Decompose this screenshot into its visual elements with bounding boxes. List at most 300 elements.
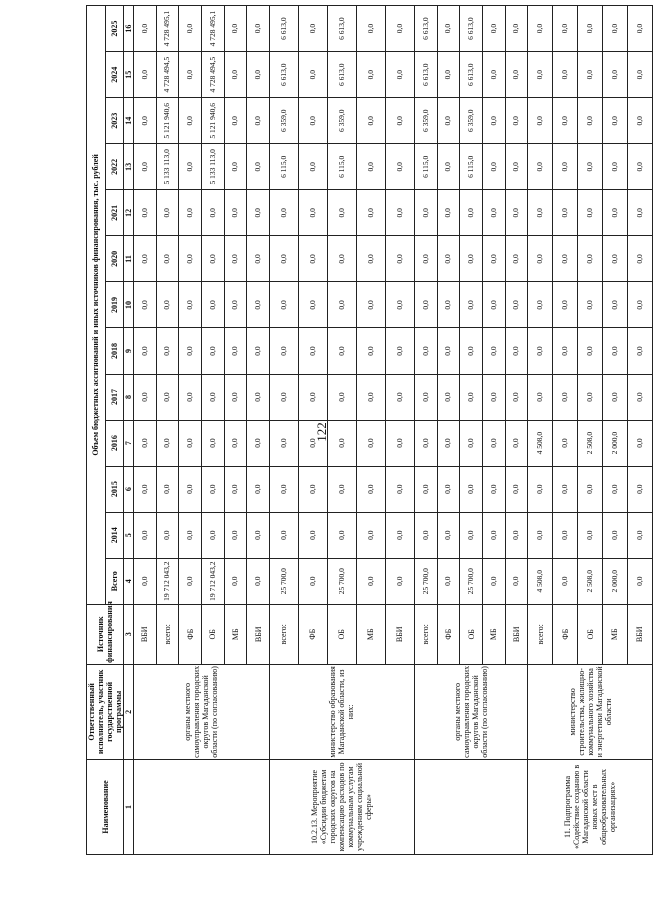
year-value-cell: 6 613,0 xyxy=(460,52,483,98)
source-cell: МБ xyxy=(603,604,628,664)
year-value-cell: 0,0 xyxy=(482,6,505,52)
year-value-cell: 0,0 xyxy=(482,52,505,98)
year-value-cell: 0,0 xyxy=(269,420,298,466)
year-value-cell: 0,0 xyxy=(247,6,270,52)
year-value-cell: 0,0 xyxy=(134,282,157,328)
source-cell: МБ xyxy=(356,604,385,664)
year-value-cell: 0,0 xyxy=(224,236,247,282)
year-value-cell: 0,0 xyxy=(385,374,414,420)
year-value-cell: 0,0 xyxy=(298,52,327,98)
year-value-cell: 0,0 xyxy=(578,98,603,144)
total-value-cell: 2 508,0 xyxy=(578,558,603,604)
year-value-cell: 0,0 xyxy=(201,420,224,466)
header-year: 2017 xyxy=(105,374,124,420)
year-value-cell: 0,0 xyxy=(553,190,578,236)
header-year: 2019 xyxy=(105,282,124,328)
year-value-cell: 0,0 xyxy=(327,466,356,512)
year-value-cell: 4 728 495,1 xyxy=(201,6,224,52)
year-value-cell: 0,0 xyxy=(437,328,460,374)
year-value-cell: 0,0 xyxy=(179,190,202,236)
header-executor: Ответственный исполнитель, участник государственной программы xyxy=(87,664,124,759)
year-value-cell: 0,0 xyxy=(578,236,603,282)
year-value-cell: 0,0 xyxy=(247,282,270,328)
year-value-cell: 4 508,0 xyxy=(528,420,553,466)
source-cell: ВБИ xyxy=(385,604,414,664)
header-year: 2023 xyxy=(105,98,124,144)
year-value-cell: 0,0 xyxy=(528,52,553,98)
total-value-cell: 0,0 xyxy=(627,558,652,604)
source-cell: ОБ xyxy=(460,604,483,664)
column-index: 12 xyxy=(124,190,134,236)
year-value-cell: 0,0 xyxy=(578,144,603,190)
year-value-cell: 6 115,0 xyxy=(414,144,437,190)
column-index: 15 xyxy=(124,52,134,98)
year-value-cell: 0,0 xyxy=(482,328,505,374)
year-value-cell: 0,0 xyxy=(528,512,553,558)
total-value-cell: 4 508,0 xyxy=(528,558,553,604)
header-year: 2022 xyxy=(105,144,124,190)
year-value-cell: 0,0 xyxy=(385,190,414,236)
source-cell: ВБИ xyxy=(627,604,652,664)
year-value-cell: 0,0 xyxy=(603,190,628,236)
column-index: 8 xyxy=(124,374,134,420)
table-row xyxy=(269,6,298,855)
year-value-cell: 0,0 xyxy=(201,190,224,236)
year-value-cell: 0,0 xyxy=(156,420,179,466)
year-value-cell: 0,0 xyxy=(627,190,652,236)
year-value-cell: 0,0 xyxy=(201,328,224,374)
year-value-cell: 0,0 xyxy=(269,512,298,558)
year-value-cell: 0,0 xyxy=(528,328,553,374)
year-value-cell: 0,0 xyxy=(528,466,553,512)
total-value-cell: 0,0 xyxy=(224,558,247,604)
year-value-cell: 0,0 xyxy=(553,328,578,374)
year-value-cell: 0,0 xyxy=(356,190,385,236)
year-value-cell: 0,0 xyxy=(437,6,460,52)
year-value-cell: 0,0 xyxy=(134,144,157,190)
table-row xyxy=(528,6,553,855)
year-value-cell: 0,0 xyxy=(356,466,385,512)
year-value-cell: 0,0 xyxy=(356,374,385,420)
year-value-cell: 0,0 xyxy=(437,190,460,236)
year-value-cell: 0,0 xyxy=(385,52,414,98)
year-value-cell: 0,0 xyxy=(627,328,652,374)
source-cell: МБ xyxy=(224,604,247,664)
year-value-cell: 0,0 xyxy=(201,282,224,328)
year-value-cell: 0,0 xyxy=(179,236,202,282)
column-index: 13 xyxy=(124,144,134,190)
total-value-cell: 0,0 xyxy=(482,558,505,604)
year-value-cell: 0,0 xyxy=(414,420,437,466)
year-value-cell: 0,0 xyxy=(482,190,505,236)
year-value-cell: 0,0 xyxy=(460,374,483,420)
year-value-cell: 0,0 xyxy=(298,512,327,558)
total-value-cell: 0,0 xyxy=(385,558,414,604)
year-value-cell: 0,0 xyxy=(356,144,385,190)
year-value-cell: 0,0 xyxy=(269,190,298,236)
year-value-cell: 0,0 xyxy=(603,282,628,328)
year-value-cell: 6 613,0 xyxy=(414,52,437,98)
year-value-cell: 0,0 xyxy=(627,374,652,420)
column-index: 4 xyxy=(124,558,134,604)
year-value-cell: 0,0 xyxy=(356,420,385,466)
column-index: 11 xyxy=(124,236,134,282)
year-value-cell: 0,0 xyxy=(298,6,327,52)
header-year: 2024 xyxy=(105,52,124,98)
year-value-cell: 0,0 xyxy=(414,236,437,282)
column-index: 3 xyxy=(124,604,134,664)
year-value-cell: 0,0 xyxy=(627,6,652,52)
year-value-cell: 0,0 xyxy=(553,6,578,52)
year-value-cell: 0,0 xyxy=(553,282,578,328)
year-value-cell: 0,0 xyxy=(156,328,179,374)
table-header xyxy=(87,6,134,855)
year-value-cell: 0,0 xyxy=(247,512,270,558)
year-value-cell: 0,0 xyxy=(298,466,327,512)
executor-cell: министерство образования Магаданской области, из них: xyxy=(269,664,414,759)
year-value-cell: 6 359,0 xyxy=(414,98,437,144)
year-value-cell: 6 359,0 xyxy=(327,98,356,144)
year-value-cell: 0,0 xyxy=(385,512,414,558)
year-value-cell: 0,0 xyxy=(356,282,385,328)
year-value-cell: 0,0 xyxy=(298,236,327,282)
year-value-cell: 0,0 xyxy=(603,236,628,282)
year-value-cell: 0,0 xyxy=(224,328,247,374)
year-value-cell: 0,0 xyxy=(603,328,628,374)
year-value-cell: 0,0 xyxy=(327,190,356,236)
year-value-cell: 0,0 xyxy=(553,512,578,558)
year-value-cell: 0,0 xyxy=(482,144,505,190)
year-value-cell: 0,0 xyxy=(482,512,505,558)
header-year: 2015 xyxy=(105,466,124,512)
year-value-cell: 0,0 xyxy=(269,374,298,420)
total-value-cell: 19 712 043,2 xyxy=(201,558,224,604)
year-value-cell: 0,0 xyxy=(627,420,652,466)
year-value-cell: 0,0 xyxy=(627,98,652,144)
year-value-cell: 0,0 xyxy=(414,328,437,374)
year-value-cell: 0,0 xyxy=(437,236,460,282)
source-cell: ОБ xyxy=(327,604,356,664)
year-value-cell: 6 115,0 xyxy=(460,144,483,190)
column-index: 14 xyxy=(124,98,134,144)
year-value-cell: 0,0 xyxy=(603,374,628,420)
year-value-cell: 0,0 xyxy=(298,98,327,144)
rotated-table-container xyxy=(86,5,645,855)
year-value-cell: 0,0 xyxy=(627,466,652,512)
year-value-cell: 0,0 xyxy=(603,144,628,190)
year-value-cell: 0,0 xyxy=(156,374,179,420)
year-value-cell: 0,0 xyxy=(224,374,247,420)
year-value-cell: 0,0 xyxy=(553,98,578,144)
total-value-cell: 0,0 xyxy=(356,558,385,604)
year-value-cell: 0,0 xyxy=(224,144,247,190)
year-value-cell: 0,0 xyxy=(505,6,528,52)
year-value-cell: 0,0 xyxy=(460,512,483,558)
year-value-cell: 0,0 xyxy=(414,374,437,420)
year-value-cell: 0,0 xyxy=(247,420,270,466)
year-value-cell: 5 133 113,0 xyxy=(156,144,179,190)
table-body xyxy=(134,6,653,855)
year-value-cell: 0,0 xyxy=(482,282,505,328)
year-value-cell: 0,0 xyxy=(385,6,414,52)
year-value-cell: 0,0 xyxy=(201,236,224,282)
year-value-cell: 0,0 xyxy=(156,466,179,512)
year-value-cell: 0,0 xyxy=(224,466,247,512)
table-row xyxy=(134,6,157,855)
year-value-cell: 0,0 xyxy=(298,328,327,374)
year-value-cell: 4 728 494,5 xyxy=(201,52,224,98)
year-value-cell: 0,0 xyxy=(553,236,578,282)
year-value-cell: 6 613,0 xyxy=(460,6,483,52)
total-value-cell: 0,0 xyxy=(505,558,528,604)
total-value-cell: 0,0 xyxy=(247,558,270,604)
year-value-cell: 0,0 xyxy=(179,52,202,98)
year-value-cell: 0,0 xyxy=(437,420,460,466)
year-value-cell: 0,0 xyxy=(179,144,202,190)
column-index: 10 xyxy=(124,282,134,328)
year-value-cell: 0,0 xyxy=(578,6,603,52)
column-index: 2 xyxy=(124,664,134,759)
year-value-cell: 0,0 xyxy=(134,328,157,374)
total-value-cell: 19 712 043,2 xyxy=(156,558,179,604)
year-value-cell: 0,0 xyxy=(179,512,202,558)
total-value-cell: 0,0 xyxy=(179,558,202,604)
year-value-cell: 0,0 xyxy=(134,6,157,52)
year-value-cell: 6 613,0 xyxy=(269,6,298,52)
source-cell: ФБ xyxy=(437,604,460,664)
year-value-cell: 0,0 xyxy=(414,282,437,328)
header-year: 2021 xyxy=(105,190,124,236)
row-name-cell xyxy=(414,759,527,854)
year-value-cell: 0,0 xyxy=(179,282,202,328)
source-cell: ОБ xyxy=(578,604,603,664)
year-value-cell: 4 728 495,1 xyxy=(156,6,179,52)
year-value-cell: 0,0 xyxy=(460,420,483,466)
year-value-cell: 0,0 xyxy=(327,328,356,374)
year-value-cell: 0,0 xyxy=(134,52,157,98)
year-value-cell: 0,0 xyxy=(627,512,652,558)
year-value-cell: 0,0 xyxy=(528,6,553,52)
year-value-cell: 0,0 xyxy=(578,328,603,374)
year-value-cell: 0,0 xyxy=(603,512,628,558)
column-index: 6 xyxy=(124,466,134,512)
year-value-cell: 0,0 xyxy=(327,374,356,420)
year-value-cell: 0,0 xyxy=(437,52,460,98)
year-value-cell: 6 115,0 xyxy=(327,144,356,190)
year-value-cell: 0,0 xyxy=(156,512,179,558)
year-value-cell: 0,0 xyxy=(553,420,578,466)
row-name-cell: 11. Подпрограмма «Содействие созданию в Магаданской области новых мест в общеобразовательных организациях» xyxy=(528,759,653,854)
year-value-cell: 0,0 xyxy=(224,52,247,98)
year-value-cell: 0,0 xyxy=(603,52,628,98)
year-value-cell: 0,0 xyxy=(460,190,483,236)
year-value-cell: 0,0 xyxy=(385,144,414,190)
year-value-cell: 0,0 xyxy=(437,374,460,420)
year-value-cell: 0,0 xyxy=(269,466,298,512)
source-cell: всего: xyxy=(156,604,179,664)
executor-cell: органы местного самоуправления городских округов Магаданской области (по согласованию) xyxy=(414,664,527,759)
year-value-cell: 0,0 xyxy=(437,512,460,558)
source-cell: всего: xyxy=(414,604,437,664)
total-value-cell: 25 700,0 xyxy=(414,558,437,604)
year-value-cell: 0,0 xyxy=(298,282,327,328)
year-value-cell: 0,0 xyxy=(201,512,224,558)
year-value-cell: 0,0 xyxy=(385,282,414,328)
year-value-cell: 0,0 xyxy=(134,512,157,558)
source-cell: всего: xyxy=(269,604,298,664)
total-value-cell: 0,0 xyxy=(437,558,460,604)
year-value-cell: 0,0 xyxy=(528,374,553,420)
year-value-cell: 0,0 xyxy=(505,420,528,466)
year-value-cell: 6 359,0 xyxy=(460,98,483,144)
year-value-cell: 0,0 xyxy=(134,466,157,512)
year-value-cell: 0,0 xyxy=(627,282,652,328)
year-value-cell: 5 133 113,0 xyxy=(201,144,224,190)
year-value-cell: 0,0 xyxy=(460,328,483,374)
year-value-cell: 0,0 xyxy=(627,236,652,282)
year-value-cell: 0,0 xyxy=(247,144,270,190)
year-value-cell: 0,0 xyxy=(414,190,437,236)
year-value-cell: 0,0 xyxy=(247,328,270,374)
year-value-cell: 0,0 xyxy=(224,190,247,236)
year-value-cell: 0,0 xyxy=(356,236,385,282)
year-value-cell: 6 359,0 xyxy=(269,98,298,144)
column-index: 5 xyxy=(124,512,134,558)
year-value-cell: 0,0 xyxy=(134,374,157,420)
year-value-cell: 0,0 xyxy=(553,374,578,420)
year-value-cell: 0,0 xyxy=(179,6,202,52)
source-cell: ФБ xyxy=(179,604,202,664)
year-value-cell: 0,0 xyxy=(247,236,270,282)
year-value-cell: 0,0 xyxy=(356,6,385,52)
year-value-cell: 0,0 xyxy=(269,328,298,374)
total-value-cell: 0,0 xyxy=(298,558,327,604)
year-value-cell: 0,0 xyxy=(603,6,628,52)
year-value-cell: 0,0 xyxy=(437,144,460,190)
year-value-cell: 0,0 xyxy=(134,420,157,466)
year-value-cell: 0,0 xyxy=(298,190,327,236)
year-value-cell: 0,0 xyxy=(528,236,553,282)
year-value-cell: 0,0 xyxy=(134,190,157,236)
year-value-cell: 0,0 xyxy=(505,374,528,420)
year-value-cell: 0,0 xyxy=(528,144,553,190)
financing-table xyxy=(86,5,653,855)
year-value-cell: 0,0 xyxy=(482,236,505,282)
year-value-cell: 0,0 xyxy=(505,144,528,190)
source-cell: ФБ xyxy=(298,604,327,664)
year-value-cell: 0,0 xyxy=(528,190,553,236)
year-value-cell: 0,0 xyxy=(505,52,528,98)
year-value-cell: 0,0 xyxy=(385,420,414,466)
year-value-cell: 0,0 xyxy=(505,282,528,328)
year-value-cell: 0,0 xyxy=(327,282,356,328)
source-cell: МБ xyxy=(482,604,505,664)
year-value-cell: 0,0 xyxy=(247,466,270,512)
year-value-cell: 0,0 xyxy=(528,282,553,328)
year-value-cell: 0,0 xyxy=(224,420,247,466)
total-value-cell: 0,0 xyxy=(553,558,578,604)
row-name-cell xyxy=(134,759,270,854)
year-value-cell: 0,0 xyxy=(134,98,157,144)
year-value-cell: 0,0 xyxy=(179,328,202,374)
year-value-cell: 0,0 xyxy=(298,420,327,466)
year-value-cell: 0,0 xyxy=(247,190,270,236)
year-value-cell: 0,0 xyxy=(179,374,202,420)
year-value-cell: 0,0 xyxy=(156,236,179,282)
total-value-cell: 25 700,0 xyxy=(327,558,356,604)
year-value-cell: 0,0 xyxy=(224,282,247,328)
year-value-cell: 0,0 xyxy=(578,282,603,328)
header-source: Источник финансирования xyxy=(87,604,124,664)
year-value-cell: 0,0 xyxy=(224,6,247,52)
year-value-cell: 0,0 xyxy=(385,466,414,512)
column-index-row xyxy=(124,6,134,855)
year-value-cell: 0,0 xyxy=(553,144,578,190)
year-value-cell: 0,0 xyxy=(553,52,578,98)
year-value-cell: 0,0 xyxy=(528,98,553,144)
header-year: 2020 xyxy=(105,236,124,282)
header-name: Наименование xyxy=(87,759,124,854)
year-value-cell: 0,0 xyxy=(460,236,483,282)
year-value-cell: 0,0 xyxy=(578,52,603,98)
year-value-cell: 0,0 xyxy=(224,512,247,558)
year-value-cell: 0,0 xyxy=(327,420,356,466)
year-value-cell: 0,0 xyxy=(437,282,460,328)
year-value-cell: 0,0 xyxy=(578,512,603,558)
year-value-cell: 0,0 xyxy=(505,236,528,282)
year-value-cell: 0,0 xyxy=(356,328,385,374)
row-name-cell: 10.2.13. Мероприятие «Субсидии бюджетам городских округов на компенсацию расходов по коммунальным услугам учреждениям социальной сферы» xyxy=(269,759,414,854)
year-value-cell: 0,0 xyxy=(505,328,528,374)
year-value-cell: 0,0 xyxy=(179,420,202,466)
year-value-cell: 0,0 xyxy=(482,98,505,144)
year-value-cell: 0,0 xyxy=(247,374,270,420)
source-cell: всего: xyxy=(528,604,553,664)
year-value-cell: 0,0 xyxy=(156,282,179,328)
year-value-cell: 0,0 xyxy=(437,98,460,144)
year-value-cell: 6 613,0 xyxy=(327,52,356,98)
year-value-cell: 5 121 940,6 xyxy=(201,98,224,144)
year-value-cell: 0,0 xyxy=(553,466,578,512)
column-index: 9 xyxy=(124,328,134,374)
year-value-cell: 0,0 xyxy=(385,328,414,374)
year-value-cell: 0,0 xyxy=(201,374,224,420)
year-value-cell: 0,0 xyxy=(505,512,528,558)
year-value-cell: 0,0 xyxy=(298,144,327,190)
source-cell: ОБ xyxy=(201,604,224,664)
year-value-cell: 0,0 xyxy=(298,374,327,420)
year-value-cell: 0,0 xyxy=(414,512,437,558)
year-value-cell: 4 728 494,5 xyxy=(156,52,179,98)
year-value-cell: 0,0 xyxy=(627,144,652,190)
page-number: 122 xyxy=(314,422,329,442)
executor-cell: министерство строительства, жилищно-коммунального хозяйства и энергетики Магаданской области xyxy=(528,664,653,759)
year-value-cell: 0,0 xyxy=(437,466,460,512)
year-value-cell: 0,0 xyxy=(385,236,414,282)
year-value-cell: 0,0 xyxy=(578,374,603,420)
year-value-cell: 0,0 xyxy=(327,236,356,282)
table-row xyxy=(414,6,437,855)
total-value-cell: 2 000,0 xyxy=(603,558,628,604)
year-value-cell: 0,0 xyxy=(327,512,356,558)
total-value-cell: 25 700,0 xyxy=(460,558,483,604)
source-cell: ВБИ xyxy=(134,604,157,664)
year-value-cell: 0,0 xyxy=(505,98,528,144)
header-total: Всего xyxy=(105,558,124,604)
year-value-cell: 0,0 xyxy=(627,52,652,98)
year-value-cell: 0,0 xyxy=(578,190,603,236)
year-value-cell: 6 613,0 xyxy=(327,6,356,52)
